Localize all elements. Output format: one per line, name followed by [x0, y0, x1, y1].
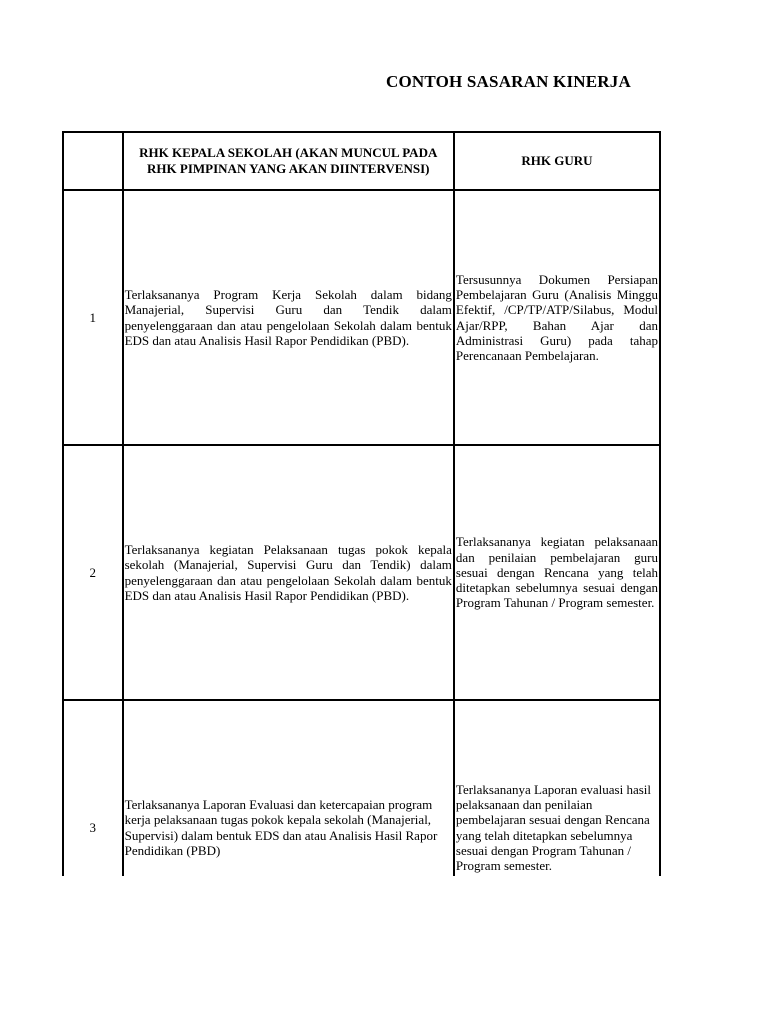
rhk-kepala-sekolah-cell: Terlaksananya Laporan Evaluasi dan ketercapaian program kerja pelaksanaan tugas pokok kepala sekolah (Manajerial, Supervisi) dalam bentuk EDS dan atau Analisis Hasil Rapor Pendidikan (PBD) [123, 700, 454, 876]
row-number: 1 [63, 190, 123, 445]
table-row [63, 190, 660, 445]
table-row [63, 445, 660, 700]
rhk-guru-cell: Terlaksananya kegiatan pelaksanaan dan penilaian pembelajaran guru sesuai dengan Rencana yang telah ditetapkan sebelumnya sesuai dengan Program Tahunan / Program semester. [454, 445, 660, 700]
document-title: CONTOH SASARAN KINERJA [386, 72, 631, 91]
rhk-guru-cell: Terlaksananya Laporan evaluasi hasil pelaksanaan dan penilaian pembelajaran sesuai dengan Rencana yang telah ditetapkan sebelumnya sesuai dengan Program Tahunan / Program semester. [454, 700, 660, 876]
rhk-table-wrapper [62, 131, 661, 876]
rhk-kepala-sekolah-cell: Terlaksananya Program Kerja Sekolah dalam bidang Manajerial, Supervisi Guru dan Tendik dalam penyelenggaraan dan atau pengelolaan Sekolah dalam bentuk EDS dan atau Analisis Hasil Rapor Pendidikan (PBD). [123, 190, 454, 445]
rhk-kepala-sekolah-cell: Terlaksananya kegiatan Pelaksanaan tugas pokok kepala sekolah (Manajerial, Supervisi Guru dan Tendik) dalam penyelenggaraan dan atau pengelolaan Sekolah dalam bentuk EDS dan atau Analisis Hasil Rapor Pendidikan (PBD). [123, 445, 454, 700]
header-rhk-kepala-sekolah: RHK KEPALA SEKOLAH (AKAN MUNCUL PADA RHK PIMPINAN YANG AKAN DIINTERVENSI) [123, 132, 454, 190]
row-number: 2 [63, 445, 123, 700]
header-no [63, 132, 123, 190]
rhk-table [62, 131, 661, 876]
rhk-guru-cell: Tersusunnya Dokumen Persiapan Pembelajaran Guru (Analisis Minggu Efektif, /CP/TP/ATP/Silabus, Modul Ajar/RPP, Bahan Ajar dan Administrasi Guru) pada tahap Perencanaan Pembelajaran. [454, 190, 660, 445]
table-row [63, 700, 660, 876]
header-rhk-guru: RHK GURU [454, 132, 660, 190]
row-number: 3 [63, 700, 123, 876]
table-header-row [63, 132, 660, 190]
